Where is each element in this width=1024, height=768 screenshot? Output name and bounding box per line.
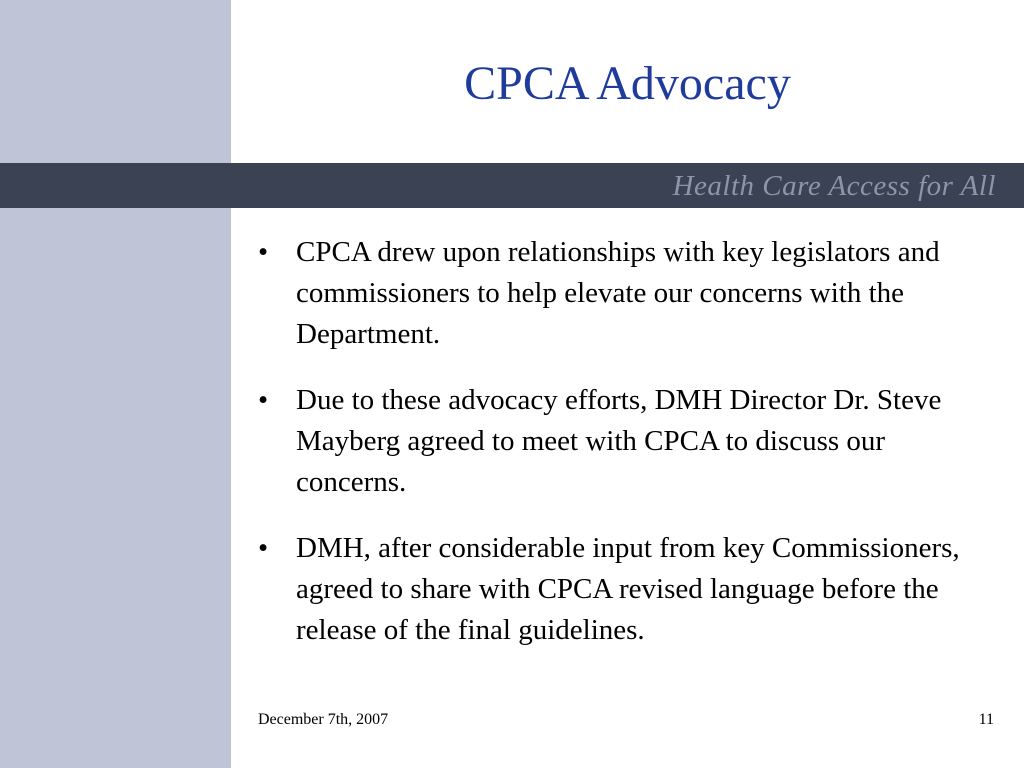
bullet-list xyxy=(258,232,978,676)
footer-date: December 7th, 2007 xyxy=(258,711,389,728)
bullet-marker: • xyxy=(258,532,269,564)
bullet-item xyxy=(258,380,978,503)
left-panel xyxy=(0,0,231,768)
slide-title: CPCA Advocacy xyxy=(464,57,791,110)
bullet-item xyxy=(258,232,978,355)
bullet-marker: • xyxy=(258,236,269,268)
bullet-text: Due to these advocacy efforts, DMH Director Dr. Steve Mayberg agreed to meet with CPCA to discuss our concerns. xyxy=(296,384,942,498)
tagline: Health Care Access for All xyxy=(672,170,996,202)
bullet-marker: • xyxy=(258,384,269,416)
bullet-text: CPCA drew upon relationships with key legislators and commissioners to help elevate our concerns with the Department. xyxy=(296,236,940,350)
banner-bar xyxy=(0,163,1024,208)
page-number: 11 xyxy=(978,711,994,728)
bullet-text: DMH, after considerable input from key Commissioners, agreed to share with CPCA revised language before the release of the final guidelines. xyxy=(296,532,960,646)
bullet-item xyxy=(258,528,978,651)
